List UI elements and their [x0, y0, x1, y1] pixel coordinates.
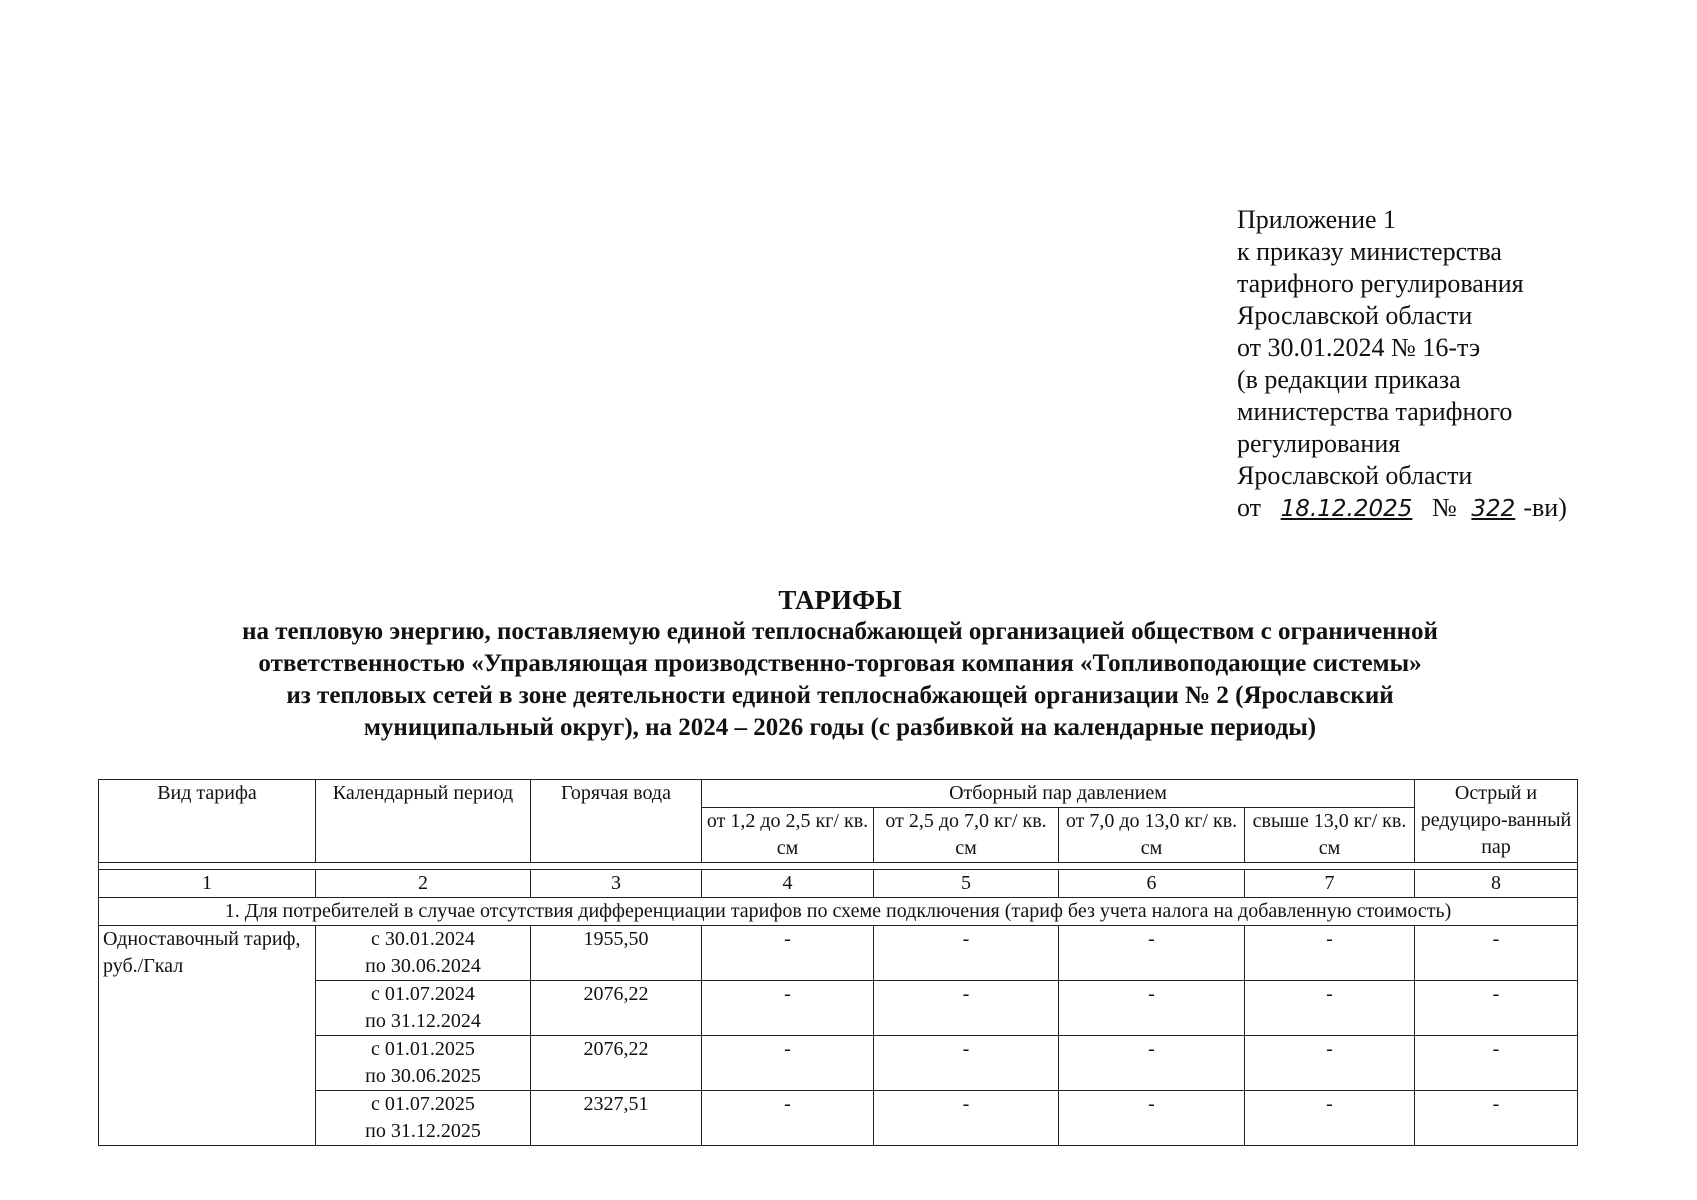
appendix-line: Ярославской области	[1237, 461, 1473, 490]
col-number: 8	[1415, 870, 1578, 898]
col-number: 3	[531, 870, 702, 898]
period-to: по 31.12.2025	[365, 1120, 481, 1142]
appendix-last-line	[1237, 492, 1567, 525]
period-to: по 30.06.2024	[365, 955, 481, 977]
header-steam-3: от 7,0 до 13,0 кг/ кв. см	[1059, 808, 1245, 863]
document-title	[100, 584, 1580, 744]
table-row	[99, 926, 1578, 981]
period-from: с 30.01.2024	[371, 928, 475, 950]
handwritten-number: 322	[1471, 496, 1516, 522]
header-sharp-steam: Острый и редуциро-ванный пар	[1415, 780, 1578, 863]
sharp-steam-value: -	[1415, 1036, 1578, 1091]
gap-cell	[99, 863, 1578, 870]
period-to: по 31.12.2024	[365, 1010, 481, 1032]
sharp-steam-value: -	[1415, 1091, 1578, 1146]
header-tariff-type: Вид тарифа	[99, 780, 316, 863]
col-number: 1	[99, 870, 316, 898]
steam-2-value: -	[874, 1036, 1059, 1091]
steam-1-value: -	[702, 1091, 874, 1146]
header-period: Календарный период	[316, 780, 531, 863]
col-number: 5	[874, 870, 1059, 898]
appendix-line: Приложение 1	[1237, 205, 1397, 234]
steam-4-value: -	[1245, 1036, 1415, 1091]
steam-1-value: -	[702, 926, 874, 981]
table-row	[99, 1091, 1578, 1146]
header-steam-2: от 2,5 до 7,0 кг/ кв. см	[874, 808, 1059, 863]
period-from: с 01.01.2025	[371, 1038, 475, 1060]
header-steam-4: свыше 13,0 кг/ кв. см	[1245, 808, 1415, 863]
steam-2-value: -	[874, 1091, 1059, 1146]
page-title: ТАРИФЫ	[778, 585, 902, 615]
tariffs-table	[98, 779, 1578, 1146]
col-number: 7	[1245, 870, 1415, 898]
number-sign: №	[1432, 493, 1457, 522]
header-gap	[99, 863, 1578, 870]
sharp-steam-value: -	[1415, 926, 1578, 981]
header-hot-water: Горячая вода	[531, 780, 702, 863]
steam-4-value: -	[1245, 1091, 1415, 1146]
col-number: 6	[1059, 870, 1245, 898]
steam-3-value: -	[1059, 1036, 1245, 1091]
section-1-heading: 1. Для потребителей в случае отсутствия дифференциации тарифов по схеме подключения (тариф без учета налога на добавленную стоимость)	[99, 898, 1578, 926]
steam-3-value: -	[1059, 926, 1245, 981]
steam-2-value: -	[874, 926, 1059, 981]
steam-3-value: -	[1059, 981, 1245, 1036]
steam-2-value: -	[874, 981, 1059, 1036]
title-line: из тепловых сетей в зоне деятельности единой теплоснабжающей организации № 2 (Ярославский	[286, 682, 1394, 709]
appendix-line: министерства тарифного	[1237, 397, 1513, 426]
period-from: с 01.07.2025	[371, 1093, 475, 1115]
sharp-steam-value: -	[1415, 981, 1578, 1036]
period-to: по 30.06.2025	[365, 1065, 481, 1087]
title-line: ответственностью «Управляющая производственно-торговая компания «Топливоподающие системы»	[258, 650, 1422, 677]
appendix-line: регулирования	[1237, 429, 1401, 458]
tariff-type-cell: Одноставочный тариф, руб./Гкал	[99, 926, 316, 1146]
period-cell	[316, 1036, 531, 1091]
appendix-line: тарифного регулирования	[1237, 269, 1524, 298]
appendix-note	[1237, 204, 1567, 525]
handwritten-date: 18.12.2025	[1280, 496, 1413, 522]
title-line: на тепловую энергию, поставляемую единой теплоснабжающей организацией обществом с ограниченной	[242, 618, 1438, 645]
header-row	[99, 780, 1578, 808]
period-cell	[316, 926, 531, 981]
hot-water-value: 2327,51	[531, 1091, 702, 1146]
steam-4-value: -	[1245, 981, 1415, 1036]
header-steam-group: Отборный пар давлением	[702, 780, 1415, 808]
hot-water-value: 2076,22	[531, 1036, 702, 1091]
appendix-prefix: от	[1237, 493, 1262, 522]
appendix-line: Ярославской области	[1237, 301, 1473, 330]
period-from: с 01.07.2024	[371, 983, 475, 1005]
steam-1-value: -	[702, 1036, 874, 1091]
hot-water-value: 1955,50	[531, 926, 702, 981]
section-row	[99, 898, 1578, 926]
col-number: 4	[702, 870, 874, 898]
appendix-line: к приказу министерства	[1237, 237, 1502, 266]
period-cell	[316, 981, 531, 1036]
col-number: 2	[316, 870, 531, 898]
table-row	[99, 1036, 1578, 1091]
appendix-line: от 30.01.2024 № 16-тэ	[1237, 333, 1481, 362]
title-line: муниципальный округ), на 2024 – 2026 годы (с разбивкой на календарные периоды)	[363, 714, 1317, 741]
hot-water-value: 2076,22	[531, 981, 702, 1036]
column-number-row	[99, 870, 1578, 898]
steam-1-value: -	[702, 981, 874, 1036]
period-cell	[316, 1091, 531, 1146]
steam-3-value: -	[1059, 1091, 1245, 1146]
appendix-line: (в редакции приказа	[1237, 365, 1461, 394]
table-row	[99, 981, 1578, 1036]
appendix-suffix: -ви)	[1523, 493, 1567, 522]
header-steam-1: от 1,2 до 2,5 кг/ кв. см	[702, 808, 874, 863]
steam-4-value: -	[1245, 926, 1415, 981]
